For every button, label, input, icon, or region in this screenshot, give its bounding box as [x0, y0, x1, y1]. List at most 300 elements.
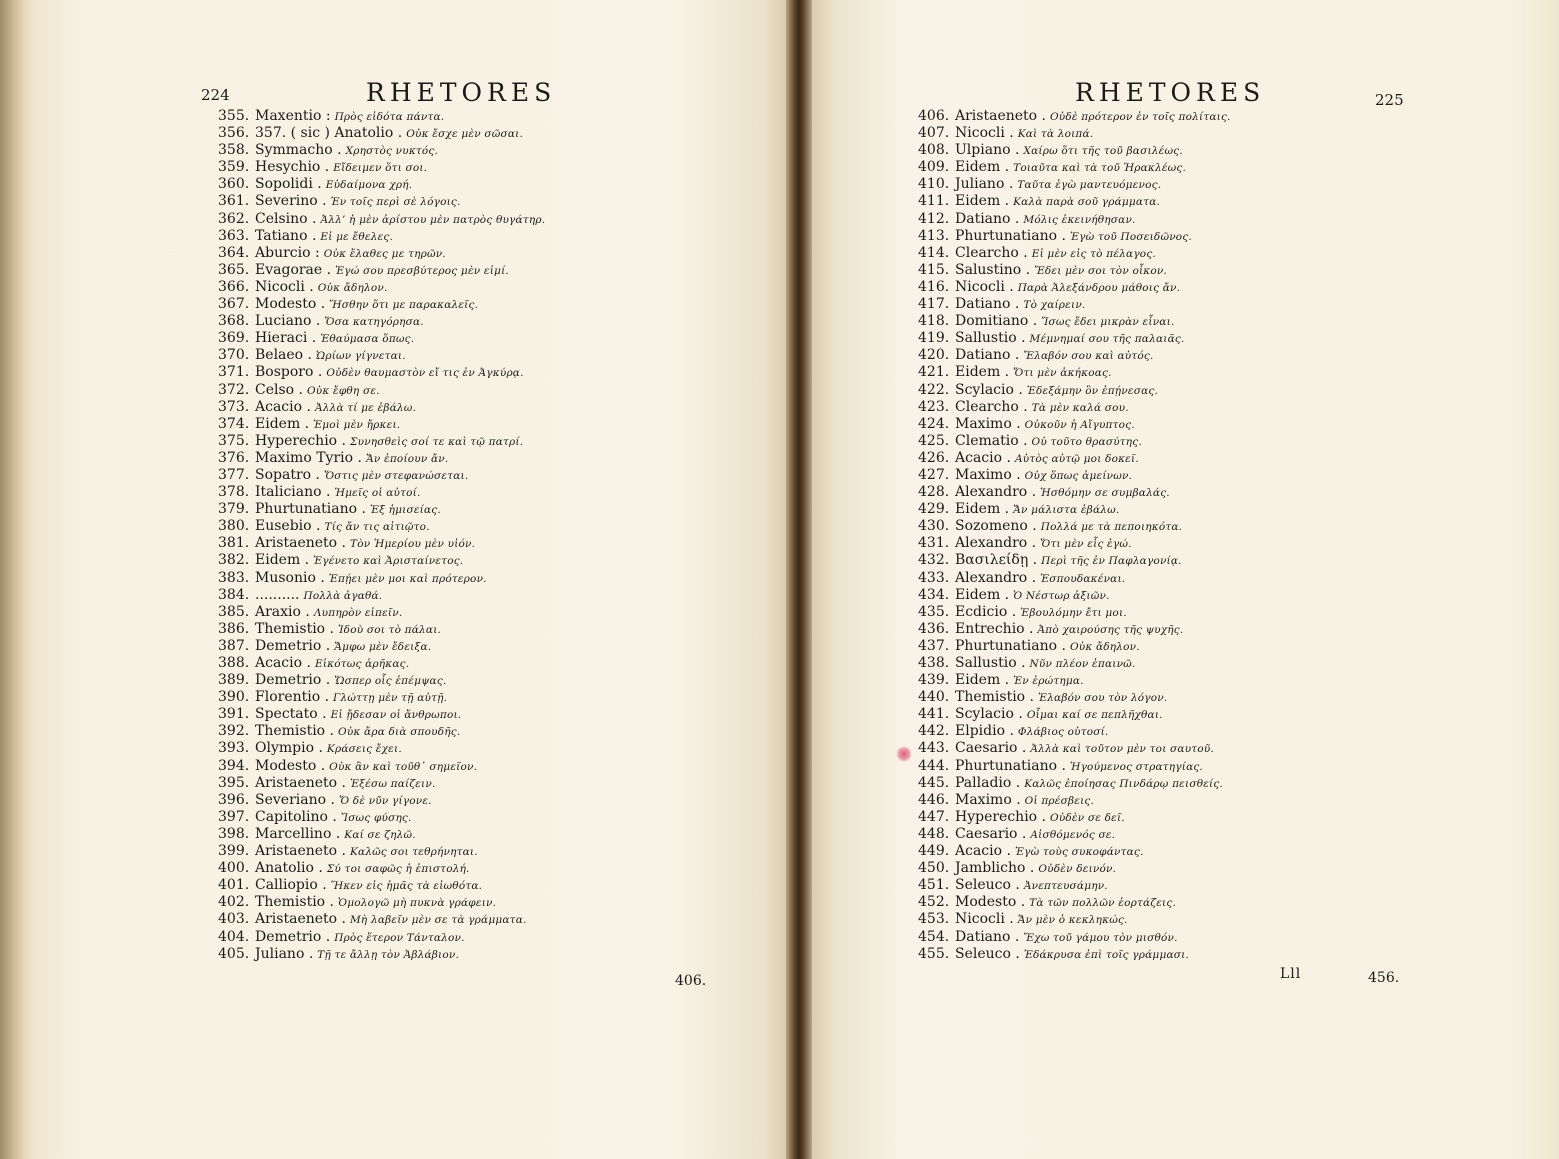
entry-incipit: Ἐξέσω παίζειν. — [349, 777, 436, 790]
entry-incipit: Ἔδει μὲν σοι τὸν οἶκον. — [1034, 264, 1168, 277]
entry-incipit: Ὁμολογῶ μὴ πυκνὰ γράφειν. — [338, 897, 497, 910]
entry-row — [918, 877, 1231, 894]
entry-incipit: Ἀλλὰ τί με ἐβάλω. — [314, 401, 417, 414]
entry-recipient: Datiano . — [955, 210, 1020, 227]
entry-number: 389. — [218, 672, 250, 689]
entry-row — [918, 792, 1231, 809]
entry-row — [218, 125, 545, 142]
entry-row — [918, 860, 1231, 877]
entry-incipit: Καλῶς σοι τεθρήνηται. — [349, 846, 478, 859]
entry-incipit: Εἰ μὲν εἰς τὸ πέλαγος. — [1031, 247, 1156, 260]
entry-row — [218, 758, 545, 775]
entry-incipit: Ἐγώ σου πρεσβύτερος μὲν εἰμί. — [335, 264, 509, 277]
entry-row — [918, 245, 1231, 262]
entry-number: 431. — [918, 535, 950, 552]
entry-recipient: Hyperechio . — [255, 432, 347, 449]
entry-incipit: Οὐχ ὅπως ἀμείνων. — [1024, 469, 1133, 482]
entry-row — [918, 843, 1231, 860]
entry-recipient: Alexandro . — [955, 535, 1037, 552]
entry-incipit: Οὐδὲν δεινόν. — [1038, 863, 1117, 876]
entry-recipient: Hieraci . — [255, 330, 317, 347]
entry-row — [918, 467, 1231, 484]
entry-incipit: Πρὸς εἰδότα πάντα. — [334, 111, 445, 123]
entry-number: 373. — [218, 398, 250, 415]
entry-row — [918, 809, 1231, 826]
entry-recipient: Aristaeneto . — [255, 843, 346, 860]
entry-incipit: Ἡσθόμην σε συμβαλάς. — [1040, 487, 1170, 500]
entry-number: 445. — [918, 774, 950, 791]
entry-recipient: Juliano . — [955, 176, 1014, 193]
entry-recipient: Themistio . — [255, 894, 335, 911]
entry-recipient: Eidem . — [955, 159, 1010, 176]
entry-incipit: Μὴ λαβεῖν μὲν σε τὰ γράμματα. — [349, 914, 527, 927]
entry-recipient: Caesario . — [955, 740, 1027, 757]
entry-incipit: Εἰκότως ἀρῆκας. — [314, 658, 410, 670]
right-entry-list — [918, 108, 1231, 963]
entry-number: 427. — [918, 466, 950, 483]
entry-row — [918, 621, 1231, 638]
entry-recipient: Hyperechio . — [955, 808, 1047, 825]
entry-row — [918, 176, 1231, 193]
entry-number: 401. — [218, 877, 250, 894]
entry-incipit: Αὐτὸς αὐτῷ μοι δοκεῖ. — [1014, 452, 1139, 465]
entry-recipient: Seleuco . — [955, 945, 1020, 962]
entry-incipit: Ἥσθην ὅτι με παρακαλεῖς. — [329, 299, 479, 312]
entry-number: 443. — [918, 740, 950, 757]
entry-row — [918, 723, 1231, 740]
entry-incipit: Καί σε ζηλῶ. — [344, 828, 416, 841]
entry-recipient: Clematio . — [955, 432, 1028, 449]
entry-row — [218, 501, 545, 518]
entry-row — [218, 638, 545, 655]
entry-recipient: Scylacio . — [955, 381, 1023, 398]
entry-incipit: Γλώττῃ μὲν τῇ αὐτῇ. — [333, 692, 448, 705]
entry-recipient: Phurtunatiano . — [955, 227, 1066, 244]
entry-recipient: Datiano . — [955, 296, 1020, 313]
entry-number: 421. — [918, 364, 950, 381]
entry-row — [918, 159, 1231, 176]
entry-row — [218, 279, 545, 296]
entry-incipit: Καλὰ παρὰ σοῦ γράμματα. — [1013, 196, 1161, 209]
entry-row — [918, 638, 1231, 655]
entry-recipient: Spectato . — [255, 706, 327, 723]
entry-row — [918, 518, 1231, 535]
entry-incipit: Ἐξ ἡμισείας. — [369, 504, 441, 517]
entry-number: 430. — [918, 518, 950, 535]
entry-recipient: Clearcho . — [955, 398, 1028, 415]
entry-row — [918, 911, 1231, 928]
entry-recipient: Tatiano . — [255, 227, 317, 244]
entry-row — [918, 587, 1231, 604]
entry-incipit: Ἥκεν εἰς ἡμᾶς τὰ εἰωθότα. — [330, 880, 483, 893]
entry-number: 405. — [218, 945, 250, 962]
entry-row — [918, 604, 1231, 621]
entry-row — [218, 313, 545, 330]
entry-recipient: Palladio . — [955, 774, 1021, 791]
entry-recipient: Italiciano . — [255, 484, 331, 501]
entry-recipient: Ulpiano . — [955, 142, 1020, 159]
entry-row — [918, 894, 1231, 911]
entry-row — [218, 211, 545, 228]
entry-row — [218, 843, 545, 860]
entry-recipient: Florentio . — [255, 689, 330, 706]
entry-number: 423. — [918, 398, 950, 415]
entry-incipit: Περὶ τῆς ἐν Παφλαγονίᾳ. — [1041, 555, 1182, 568]
entry-row — [918, 826, 1231, 843]
entry-number: 382. — [218, 552, 250, 569]
entry-row — [218, 416, 545, 433]
entry-recipient: Olympio . — [255, 740, 323, 757]
entry-recipient: Maximo Tyrio . — [255, 449, 362, 466]
entry-number: 450. — [918, 860, 950, 877]
entry-incipit: Οἱ πρέσβεις. — [1024, 794, 1095, 807]
entry-recipient: Acacio . — [955, 843, 1011, 860]
entry-row — [218, 877, 545, 894]
entry-recipient: Severino . — [255, 193, 327, 210]
entry-number: 398. — [218, 825, 250, 842]
entry-row — [218, 228, 545, 245]
entry-number: 385. — [218, 603, 250, 620]
entry-number: 383. — [218, 569, 250, 586]
entry-number: 433. — [918, 569, 950, 586]
entry-incipit: Χρηστὸς νυκτός. — [345, 145, 439, 158]
entry-recipient: Alexandro . — [955, 569, 1037, 586]
entry-recipient: Acacio . — [255, 398, 311, 415]
entry-incipit: Εἴδειμεν ὅτι σοι. — [333, 162, 428, 175]
entry-row — [218, 672, 545, 689]
entry-number: 365. — [218, 261, 250, 278]
entry-number: 447. — [918, 808, 950, 825]
entry-row — [918, 501, 1231, 518]
entry-number: 404. — [218, 928, 250, 945]
entry-incipit: Τὰ τῶν πολλῶν ἑορτάζεις. — [1029, 897, 1176, 910]
entry-row — [918, 193, 1231, 210]
entry-recipient: Eidem . — [955, 501, 1010, 518]
entry-incipit: Ἐν ἐρώτημα. — [1013, 675, 1084, 688]
entry-row — [218, 946, 545, 963]
entry-number: 379. — [218, 501, 250, 518]
entry-number: 452. — [918, 894, 950, 911]
entry-number: 400. — [218, 860, 250, 877]
entry-incipit: Οὐκ ἔλαθες με τηρῶν. — [323, 247, 446, 260]
entry-incipit: Ἐγὼ τοῦ Ποσειδῶνος. — [1069, 230, 1192, 243]
entry-recipient: Capitolino . — [255, 808, 337, 825]
entry-incipit: Ἐμοὶ μὲν ἤρκει. — [313, 418, 401, 431]
entry-recipient: Eidem . — [255, 552, 310, 569]
entry-recipient: Sopolidi . — [255, 176, 322, 193]
entry-incipit: Τίς ἄν τις αἰτιῷτο. — [324, 521, 430, 534]
entry-number: 422. — [918, 381, 950, 398]
entry-row — [918, 929, 1231, 946]
entry-number: 441. — [918, 706, 950, 723]
entry-number: 449. — [918, 843, 950, 860]
entry-row — [218, 587, 545, 604]
entry-number: 428. — [918, 484, 950, 501]
entry-number: 417. — [918, 296, 950, 313]
entry-row — [218, 689, 545, 706]
entry-incipit: Οὐκ ἔφθη σε. — [307, 384, 380, 397]
entry-recipient: Symmacho . — [255, 142, 342, 159]
entry-number: 424. — [918, 415, 950, 432]
entry-recipient: Jamblicho . — [955, 860, 1035, 877]
entry-row — [918, 570, 1231, 587]
entry-incipit: Ἐσπουδακέναι. — [1040, 572, 1126, 585]
entry-recipient: Maximo . — [955, 791, 1021, 808]
entry-recipient: Phurtunatiano . — [955, 637, 1066, 654]
entry-incipit: Τὰ μὲν καλά σου. — [1031, 401, 1129, 414]
entry-number: 392. — [218, 723, 250, 740]
entry-recipient: Calliopio . — [255, 877, 327, 894]
entry-recipient: Maximo . — [955, 415, 1021, 432]
entry-incipit: Μόλις ἐκεινήθησαν. — [1023, 213, 1136, 226]
entry-recipient: Salustino . — [955, 261, 1031, 278]
entry-recipient: Modesto . — [955, 894, 1026, 911]
entry-number: 361. — [218, 193, 250, 210]
entry-row — [218, 552, 545, 569]
entry-incipit: Ὅτι μὲν ἀκήκοας. — [1013, 367, 1112, 380]
entry-incipit: Ὥσπερ οἷς ἐπέμψας. — [334, 675, 447, 688]
entry-recipient: .......... — [255, 586, 300, 603]
entry-row — [218, 467, 545, 484]
ink-mark — [897, 746, 911, 762]
entry-incipit: Πολλὰ ἀγαθά. — [303, 589, 383, 602]
entry-number: 381. — [218, 535, 250, 552]
entry-recipient: Aristaeneto . — [955, 108, 1046, 124]
entry-incipit: Πολλά με τὰ πεποιηκότα. — [1040, 521, 1183, 534]
right-running-head: RHETORES — [1075, 78, 1266, 107]
entry-recipient: Alexandro . — [955, 484, 1037, 501]
entry-number: 453. — [918, 911, 950, 928]
entry-recipient: Aristaeneto . — [255, 774, 346, 791]
entry-incipit: Ἴσως φύσης. — [340, 811, 412, 824]
entry-incipit: Οὐκ ἂν καὶ τοῦθ᾽ σημεῖον. — [329, 760, 478, 773]
entry-recipient: Aristaeneto . — [255, 911, 346, 928]
entry-recipient: Acacio . — [955, 449, 1011, 466]
book-gutter — [786, 0, 812, 1159]
entry-number: 360. — [218, 176, 250, 193]
entry-number: 410. — [918, 176, 950, 193]
entry-row — [218, 399, 545, 416]
entry-incipit: Ἐδεξάμην ὃν ἐπῄνεσας. — [1026, 384, 1158, 397]
entry-number: 408. — [918, 142, 950, 159]
entry-number: 390. — [218, 689, 250, 706]
entry-incipit: Ἔλαβόν σου καὶ αὐτός. — [1023, 350, 1154, 363]
entry-incipit: Οὐκ ἄδηλον. — [317, 281, 388, 294]
entry-recipient: Bosporo . — [255, 364, 323, 381]
entry-row — [218, 929, 545, 946]
entry-row — [918, 655, 1231, 672]
entry-recipient: 357. ( sic ) Anatolio . — [255, 125, 403, 142]
entry-recipient: Demetrio . — [255, 928, 331, 945]
entry-incipit: Ὅτι μὲν εἷς ἐγώ. — [1040, 538, 1132, 551]
entry-incipit: Ἔχω τοῦ γάμου τὸν μισθόν. — [1023, 931, 1178, 944]
entry-recipient: Evagorae . — [255, 261, 332, 278]
entry-recipient: Musonio . — [255, 569, 325, 586]
entry-incipit: Ἐδάκρυσα ἐπὶ τοῖς γράμμασι. — [1023, 948, 1189, 961]
entry-number: 425. — [918, 432, 950, 449]
entry-row — [918, 450, 1231, 467]
entry-recipient: Phurtunatiano . — [955, 757, 1066, 774]
entry-row — [918, 330, 1231, 347]
entry-number: 435. — [918, 603, 950, 620]
entry-number: 369. — [218, 330, 250, 347]
entry-recipient: Aristaeneto . — [255, 535, 346, 552]
entry-recipient: Anatolio . — [255, 860, 323, 877]
entry-incipit: Ὅ δὲ νῦν γίγονε. — [338, 794, 432, 807]
entry-incipit: Νῦν πλέον ἐπαινῶ. — [1029, 658, 1136, 670]
entry-number: 364. — [218, 244, 250, 261]
entry-incipit: Χαίρω ὅτι τῆς τοῦ βασιλέως. — [1023, 145, 1183, 158]
entry-incipit: Οὐκ ἔσχε μὲν σῶσαι. — [406, 128, 523, 141]
entry-incipit: Ἄν μάλιστα ἐβάλω. — [1013, 504, 1120, 517]
entry-row — [218, 792, 545, 809]
entry-recipient: Maximo . — [955, 466, 1021, 483]
entry-row — [218, 193, 545, 210]
entry-incipit: Ὅσα κατηγόρησα. — [324, 316, 424, 329]
left-catchword: 406. — [675, 973, 707, 989]
entry-number: 394. — [218, 757, 250, 774]
entry-incipit: Συνησθεὶς σοί τε καὶ τῷ πατρί. — [350, 435, 524, 448]
entry-row — [218, 347, 545, 364]
entry-number: 397. — [218, 808, 250, 825]
entry-row — [218, 604, 545, 621]
entry-row — [218, 740, 545, 757]
entry-incipit: Ἄν ἐποίουν ἄν. — [365, 452, 449, 465]
entry-row — [218, 706, 545, 723]
entry-recipient: Celso . — [255, 381, 303, 398]
entry-row — [218, 535, 545, 552]
entry-incipit: Εἰ ᾔδεσαν οἱ ἄνθρωποι. — [330, 709, 462, 722]
entry-recipient: Eidem . — [255, 415, 310, 432]
entry-incipit: Ἀλλ’ ἡ μὲν ἀρίστου μὲν πατρὸς θυγάτηρ. — [320, 213, 546, 226]
entry-recipient: Severiano . — [255, 791, 335, 808]
entry-incipit: Φλάβιος οὑτοσί. — [1017, 726, 1109, 739]
entry-recipient: Modesto . — [255, 757, 326, 774]
entry-row — [918, 946, 1231, 963]
entry-recipient: Hesychio . — [255, 159, 330, 176]
right-page-number: 225 — [1375, 91, 1404, 109]
entry-number: 356. — [218, 125, 250, 142]
entry-incipit: Τῇ τε ἄλλῃ τὸν Ἀβλάβιον. — [317, 948, 460, 961]
entry-row — [918, 262, 1231, 279]
entry-row — [218, 911, 545, 928]
entry-row — [218, 142, 545, 159]
entry-number: 454. — [918, 928, 950, 945]
entry-number: 438. — [918, 655, 950, 671]
entry-incipit: Ἐγένετο καὶ Ἀρισταίνετος. — [313, 555, 464, 568]
entry-row — [218, 894, 545, 911]
entry-incipit: Καὶ τὰ λοιπά. — [1017, 128, 1094, 141]
entry-incipit: Ἴσως ἔδει μικρὰν εἶναι. — [1041, 316, 1175, 329]
entry-number: 391. — [218, 706, 250, 723]
entry-number: 402. — [218, 894, 250, 911]
entry-number: 395. — [218, 774, 250, 791]
entry-recipient: Themistio . — [955, 689, 1035, 706]
entry-incipit: Ἄν μὲν ὁ κεκληκώς. — [1017, 914, 1128, 927]
entry-row — [918, 296, 1231, 313]
entry-number: 377. — [218, 466, 250, 483]
entry-recipient: Eidem . — [955, 586, 1010, 603]
entry-recipient: Datiano . — [955, 928, 1020, 945]
entry-row — [918, 672, 1231, 689]
entry-number: 440. — [918, 689, 950, 706]
entry-row — [918, 416, 1231, 433]
entry-recipient: Domitiano . — [955, 313, 1038, 330]
entry-incipit: Ἐθαύμασα ὅπως. — [320, 333, 415, 346]
entry-number: 448. — [918, 825, 950, 842]
entry-row — [218, 382, 545, 399]
entry-row — [918, 125, 1231, 142]
entry-number: 406. — [918, 108, 950, 124]
entry-incipit: Οὐκοῦν ἡ Αἴγυπτος. — [1024, 418, 1135, 431]
left-running-head: RHETORES — [366, 78, 557, 107]
entry-row — [218, 809, 545, 826]
entry-row — [918, 108, 1231, 125]
entry-number: 446. — [918, 791, 950, 808]
entry-row — [918, 433, 1231, 450]
entry-incipit: Τὸ χαίρειν. — [1023, 299, 1086, 312]
entry-incipit: Ὡρίων γίγνεται. — [316, 350, 406, 363]
entry-number: 393. — [218, 740, 250, 757]
entry-incipit: Τοιαῦτα καὶ τὰ τοῦ Ἡρακλέως. — [1013, 162, 1187, 175]
entry-incipit: Ὅστις μὲν στεφανώσεται. — [323, 469, 469, 482]
entry-number: 370. — [218, 347, 250, 364]
entry-number: 407. — [918, 125, 950, 142]
entry-recipient: Scylacio . — [955, 706, 1023, 723]
entry-number: 418. — [918, 313, 950, 330]
entry-incipit: Οὐδὲν σε δεῖ. — [1050, 811, 1125, 824]
entry-number: 368. — [218, 313, 250, 330]
entry-number: 371. — [218, 364, 250, 381]
entry-row — [218, 570, 545, 587]
entry-recipient: Nicocli . — [255, 278, 314, 295]
entry-row — [918, 211, 1231, 228]
entry-recipient: Luciano . — [255, 313, 321, 330]
entry-incipit: Πρὸς ἕτερον Τάνταλον. — [334, 931, 465, 944]
entry-incipit: Αἰσθόμενός σε. — [1030, 828, 1116, 841]
entry-number: 436. — [918, 620, 950, 637]
entry-recipient: Sallustio . — [955, 330, 1026, 347]
entry-recipient: Eidem . — [955, 364, 1010, 381]
entry-incipit: Οὐδὲ πρότερον ἐν τοῖς πολίταις. — [1049, 111, 1231, 123]
entry-recipient: Modesto . — [255, 296, 326, 313]
entry-recipient: Celsino . — [255, 210, 317, 227]
entry-row — [918, 382, 1231, 399]
entry-number: 414. — [918, 244, 950, 261]
entry-number: 367. — [218, 296, 250, 313]
left-entry-list — [218, 108, 545, 963]
entry-recipient: Datiano . — [955, 347, 1020, 364]
entry-number: 412. — [918, 210, 950, 227]
entry-number: 380. — [218, 518, 250, 535]
entry-number: 375. — [218, 432, 250, 449]
entry-number: 442. — [918, 723, 950, 740]
entry-recipient: Nicocli . — [955, 911, 1014, 928]
entry-number: 439. — [918, 672, 950, 689]
entry-row — [918, 689, 1231, 706]
entry-row — [218, 450, 545, 467]
entry-recipient: Phurtunatiano . — [255, 501, 366, 518]
entry-incipit: Οὐδὲν θαυμαστὸν εἴ τις ἐν Ἀγκύρᾳ. — [326, 367, 524, 380]
entry-row — [918, 740, 1231, 757]
entry-row — [218, 108, 545, 125]
entry-recipient: Maxentio : — [255, 108, 331, 124]
entry-number: 355. — [218, 108, 250, 124]
entry-number: 396. — [218, 791, 250, 808]
entry-incipit: Ἄμφω μὲν ἔδειξα. — [334, 640, 432, 653]
entry-row — [918, 399, 1231, 416]
entry-recipient: Araxio . — [255, 603, 310, 620]
